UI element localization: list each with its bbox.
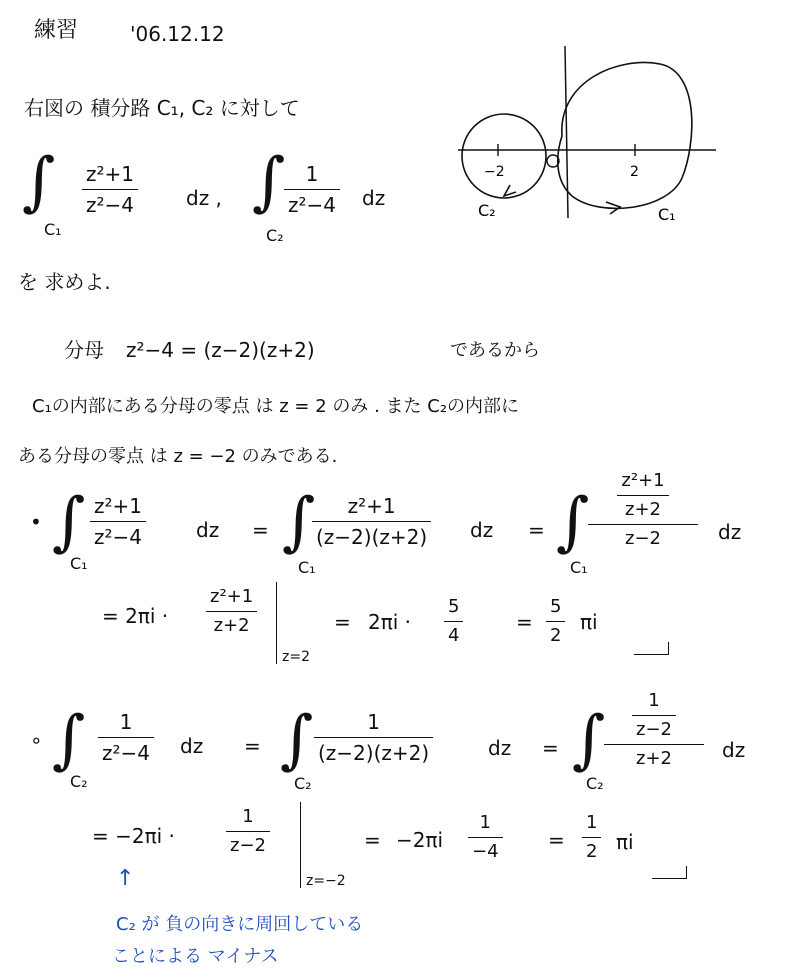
annotation-line-2: ことによる マイナス bbox=[112, 946, 279, 967]
page-title: 練習 bbox=[34, 18, 79, 43]
fraction-bar bbox=[314, 737, 433, 738]
integral-subscript: C₁ bbox=[70, 554, 88, 573]
denominator: z²−4 bbox=[102, 741, 150, 765]
bullet: • bbox=[30, 510, 42, 534]
end-mark bbox=[634, 642, 669, 655]
fraction-bar bbox=[632, 715, 676, 716]
p2-integrand-3 bbox=[604, 690, 704, 770]
integral-sign: ∫ bbox=[52, 485, 86, 559]
p1-result-fraction bbox=[546, 596, 565, 647]
tick-label-minus-2: −2 bbox=[484, 164, 505, 180]
integral-sign: ∫ bbox=[556, 485, 590, 559]
main-fraction-bar bbox=[588, 524, 698, 525]
tick-label-2: 2 bbox=[630, 164, 639, 180]
differential: dz bbox=[470, 518, 494, 542]
denominator: z−2 bbox=[625, 528, 661, 549]
fraction-bar bbox=[98, 737, 154, 738]
problem-line-1: 右図の 積分路 C₁, C₂ に対して bbox=[24, 96, 300, 120]
label-c2: C₂ bbox=[478, 201, 496, 220]
integral-subscript: C₂ bbox=[586, 774, 604, 793]
differential: dz bbox=[362, 186, 386, 210]
p1-integrand-1 bbox=[90, 494, 146, 549]
integral-subscript: C₁ bbox=[298, 558, 316, 577]
fraction-bar bbox=[226, 831, 270, 832]
numerator: 1 bbox=[242, 806, 254, 827]
integral-sign: ∫ bbox=[572, 703, 606, 777]
p1-integrand-3 bbox=[588, 470, 698, 550]
date: '06.12.12 bbox=[130, 22, 225, 46]
denominator: z²−4 bbox=[94, 525, 142, 549]
fraction-bar bbox=[82, 189, 138, 190]
bullet: ∘ bbox=[30, 728, 43, 752]
equals: = bbox=[252, 518, 269, 542]
differential: dz bbox=[180, 734, 204, 758]
integral-sign: ∫ bbox=[282, 485, 316, 559]
p2-value-fraction bbox=[468, 812, 503, 863]
label-c1: C₁ bbox=[658, 205, 676, 224]
fraction-bar bbox=[284, 189, 340, 190]
numerator: z²+1 bbox=[210, 586, 254, 607]
solution-line-b: ある分母の零点 は z = −2 のみである. bbox=[18, 446, 338, 467]
numerator: z²+1 bbox=[621, 470, 665, 491]
fraction-bar bbox=[617, 495, 668, 496]
line-2-prefix: = −2πi · bbox=[92, 824, 175, 848]
denominator: z+2 bbox=[213, 615, 250, 636]
evaluation-bar bbox=[300, 802, 301, 888]
contour-c1 bbox=[558, 63, 692, 209]
compound-numerator bbox=[617, 470, 668, 521]
fraction-bar bbox=[582, 837, 601, 838]
integral-sign: ∫ bbox=[52, 703, 86, 777]
result-pi-i: πi bbox=[616, 830, 634, 854]
numerator: 1 bbox=[119, 710, 133, 734]
p2-result-fraction bbox=[582, 812, 601, 863]
p1-value-fraction bbox=[444, 596, 463, 647]
numerator: 1 bbox=[586, 812, 598, 833]
equals: = bbox=[244, 734, 261, 758]
compound-numerator bbox=[632, 690, 676, 741]
result-pi-i: πi bbox=[580, 610, 598, 634]
p2-residue-fraction bbox=[226, 806, 270, 857]
denominator: z+2 bbox=[636, 748, 672, 769]
factor-prefix: 分母 bbox=[64, 338, 104, 362]
equals: = bbox=[528, 518, 545, 542]
contour-c2 bbox=[462, 114, 546, 198]
integral-subscript: C₁ bbox=[570, 558, 588, 577]
numerator: 5 bbox=[448, 596, 460, 617]
equals: = bbox=[542, 736, 559, 760]
integral-subscript: C₂ bbox=[70, 772, 88, 791]
problem-integrand-2 bbox=[284, 162, 340, 217]
fraction-bar bbox=[546, 621, 565, 622]
fraction-bar bbox=[468, 837, 503, 838]
up-arrow-icon: ↑ bbox=[116, 866, 135, 891]
numerator: 1 bbox=[479, 812, 491, 833]
evaluation-point: z=2 bbox=[282, 649, 310, 665]
numerator: 1 bbox=[367, 710, 380, 734]
differential: dz bbox=[488, 736, 512, 760]
equals: = bbox=[364, 828, 381, 852]
denominator: (z−2)(z+2) bbox=[316, 525, 428, 549]
denominator: z−2 bbox=[636, 719, 672, 740]
solution-line-a: C₁の内部にある分母の零点 は z = 2 のみ . また C₂の内部に bbox=[32, 396, 520, 417]
integral-sign: ∫ bbox=[280, 703, 314, 777]
differential: dz bbox=[718, 520, 742, 544]
integral-subscript: C₂ bbox=[266, 226, 284, 245]
end-mark bbox=[652, 866, 687, 879]
fraction-bar bbox=[444, 621, 463, 622]
numerator: 1 bbox=[648, 690, 660, 711]
factor-expression: z²−4 = (z−2)(z+2) bbox=[126, 338, 315, 362]
problem-integrand-1 bbox=[82, 162, 138, 217]
fraction-bar bbox=[312, 521, 431, 522]
contour-figure bbox=[450, 40, 730, 240]
numerator: z²+1 bbox=[86, 162, 134, 186]
middle-prefix: 2πi · bbox=[368, 610, 412, 634]
problem-line-2: を 求めよ. bbox=[18, 270, 111, 294]
integral-subscript: C₁ bbox=[44, 220, 62, 239]
p2-integrand-1 bbox=[98, 710, 154, 765]
factor-suffix: であるから bbox=[450, 340, 540, 361]
main-fraction-bar bbox=[604, 744, 704, 745]
denominator: z−2 bbox=[230, 835, 266, 856]
differential: dz , bbox=[186, 186, 222, 210]
integral-subscript: C₂ bbox=[294, 774, 312, 793]
equals: = bbox=[334, 610, 351, 634]
equals: = bbox=[548, 828, 565, 852]
evaluation-point: z=−2 bbox=[306, 873, 346, 889]
p1-integrand-2 bbox=[312, 494, 431, 549]
denominator: 2 bbox=[550, 625, 562, 646]
numerator: z²+1 bbox=[94, 494, 142, 518]
middle-prefix: −2πi bbox=[396, 828, 444, 852]
evaluation-bar bbox=[276, 582, 277, 664]
numerator: 5 bbox=[550, 596, 562, 617]
denominator: −4 bbox=[472, 841, 499, 862]
differential: dz bbox=[196, 518, 220, 542]
equals: = bbox=[516, 610, 533, 634]
arrow-c2 bbox=[504, 185, 516, 196]
denominator: z²−4 bbox=[288, 193, 336, 217]
denominator: 4 bbox=[448, 625, 460, 646]
fraction-bar bbox=[90, 521, 146, 522]
denominator: z+2 bbox=[625, 499, 661, 520]
p2-integrand-2 bbox=[314, 710, 433, 765]
fraction-bar bbox=[206, 611, 257, 612]
differential: dz bbox=[722, 738, 746, 762]
integral-sign: ∫ bbox=[22, 145, 56, 219]
numerator: z²+1 bbox=[347, 494, 396, 518]
annotation-line-1: C₂ が 負の向きに周回している bbox=[116, 914, 364, 935]
denominator: z²−4 bbox=[86, 193, 134, 217]
integral-sign: ∫ bbox=[252, 145, 286, 219]
line-2-prefix: = 2πi · bbox=[102, 604, 169, 628]
p1-residue-fraction bbox=[206, 586, 257, 637]
numerator: 1 bbox=[305, 162, 319, 186]
denominator: 2 bbox=[586, 841, 598, 862]
denominator: (z−2)(z+2) bbox=[318, 741, 430, 765]
